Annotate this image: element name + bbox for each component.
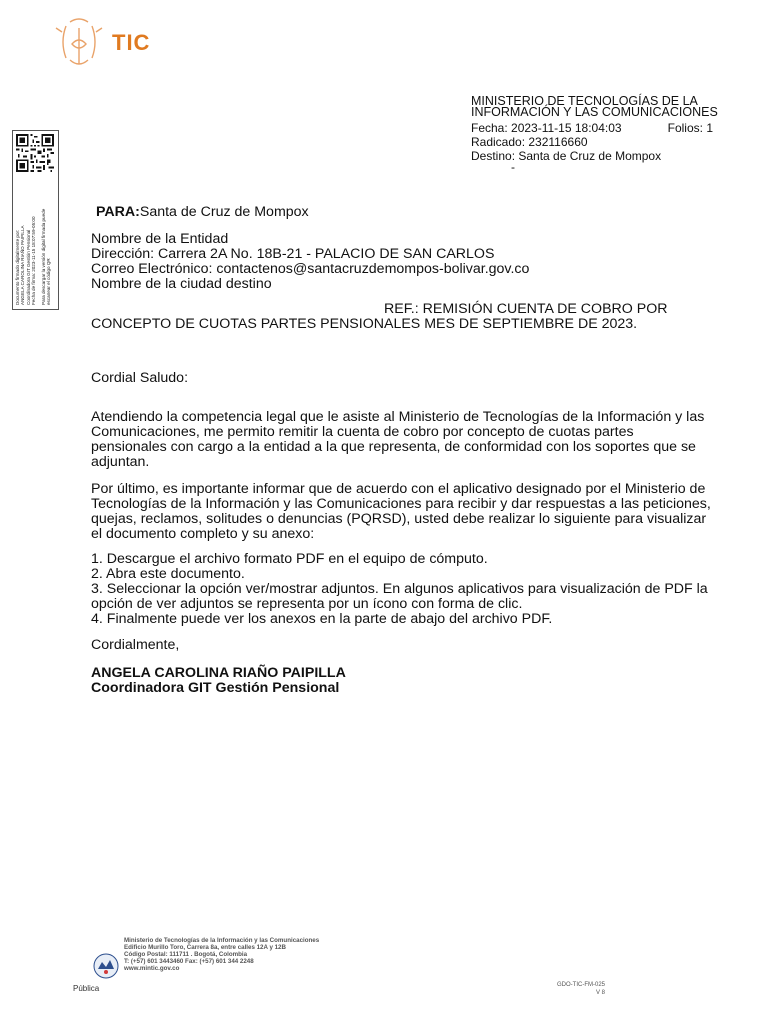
stamp-line: Documento firmado digitalmente por:: [15, 229, 20, 305]
footer-line: Ministerio de Tecnologías de la Información y las Comunicaciones: [124, 937, 320, 944]
radicado-header: [471, 94, 761, 174]
stamp-line: Coordinadora GIT Gestión Pensional: [25, 229, 31, 305]
footer-line: T: (+57) 601 3443460 Fax: (+57) 601 344 2248: [124, 958, 254, 965]
radicado-text: Radicado: 232116660: [471, 135, 588, 149]
stamp-line: Para descargar la versión digital firmada puede: [40, 208, 46, 305]
step-item: 1. Descargue el archivo formato PDF en el equipo de cómputo.: [91, 551, 488, 567]
footer-address: [124, 937, 319, 972]
paragraph-line: Comunicaciones, me permito remitir la cuenta de cobro por concepto de cuotas partes: [91, 424, 634, 440]
address: Dirección: Carrera 2A No. 18B-21 - PALACIO DE SAN CARLOS: [91, 246, 495, 262]
steps-list: [91, 552, 721, 627]
ref-line-2: CONCEPTO DE CUOTAS PARTES PENSIONALES MES DE SEPTIEMBRE DE 2023.: [91, 316, 638, 332]
closing: Cordialmente,: [91, 637, 180, 653]
ministry-title-line-1: MINISTERIO DE TECNOLOGÍAS DE LA: [471, 94, 698, 108]
signer-name: ANGELA CAROLINA RIAÑO PAIPILLA: [91, 665, 346, 681]
ministry-title-line-2: INFORMACIÓN Y LAS COMUNICACIONES: [471, 105, 718, 119]
paragraph-line: quejas, reclamos, solitudes o denuncias (PQRSD), usted debe realizar lo siguiente para visualizar: [91, 511, 707, 527]
signer-block: [91, 666, 721, 696]
paragraph-line: adjuntan.: [91, 454, 150, 470]
footer-line: Edificio Murillo Toro, Carrera 8a, entre calles 12A y 12B: [124, 944, 286, 951]
reference-block: [91, 302, 721, 332]
stamp-line: Fecha de firma: 2023-11-15 18:07:59-05:00: [31, 216, 37, 305]
paragraph-line: Por último, es importante informar que de acuerdo con el aplicativo designado por el Ministerio de: [91, 481, 706, 497]
ref-line-1: REF.: REMISIÓN CUENTA DE COBRO POR: [384, 301, 668, 317]
form-version: V 8: [595, 990, 605, 996]
step-item: 2. Abra este documento.: [91, 566, 245, 582]
recipient-block: [91, 232, 721, 292]
footer-line: www.mintic.gov.co: [124, 965, 180, 972]
stamp-vertical-text: [15, 177, 51, 305]
paragraph-line: pensionales con cargo a la entidad a la que representa, de conformidad con los soportes que se: [91, 439, 696, 455]
paragraph-line: el documento completo y su anexo:: [91, 526, 315, 542]
fecha-text: Fecha: 2023-11-15 18:04:03: [471, 121, 622, 135]
paragraph-line: Tecnologías de la Información y las Comunicaciones para recibir y dar respuestas a las peticiones,: [91, 496, 711, 512]
signature-stamp: [12, 130, 59, 310]
footer-line: Código Postal: 111711 . Bogotá, Colombia: [124, 951, 248, 958]
form-code: [553, 981, 605, 997]
step-item: 4. Finalmente puede ver los anexos en la parte de abajo del archivo PDF.: [91, 611, 553, 627]
signer-role: Coordinadora GIT Gestión Pensional: [91, 680, 340, 696]
greeting: Cordial Saludo:: [91, 370, 189, 386]
stamp-line: ANGELA CAROLINA RIAÑO PAIPILLA: [20, 225, 26, 305]
qr-code-icon[interactable]: [16, 134, 54, 172]
step-item: opción de ver adjuntos se representa por un ícono con forma de clic.: [91, 596, 523, 612]
logo-text: TIC: [112, 30, 151, 55]
para-label: PARA:: [96, 204, 140, 220]
stamp-text-block: [15, 177, 56, 305]
destino-text: Destino: Santa de Cruz de Mompox: [471, 149, 662, 163]
para-line: [96, 204, 309, 220]
para-value: Santa de Cruz de Mompox: [139, 204, 309, 220]
paragraph-2: [91, 482, 721, 542]
header-dash: -: [511, 160, 515, 174]
destination-city: Nombre de la ciudad destino: [91, 276, 272, 292]
classification-label: Pública: [73, 984, 100, 993]
email: Correo Electrónico: contactenos@santacruzdemompos-bolivar.gov.co: [91, 261, 530, 277]
folios-text: Folios: 1: [667, 121, 713, 135]
paragraph-1: [91, 410, 721, 470]
step-item: 3. Seleccionar la opción ver/mostrar adjuntos. En algunos aplicativos para visualización de PDF la: [91, 581, 708, 597]
footer-emblem-icon: [93, 953, 119, 979]
entity-name: Nombre de la Entidad: [91, 231, 229, 247]
stamp-line: escanear el código QR: [46, 258, 52, 305]
form-code-text: GDO-TIC-FM-025: [557, 982, 605, 988]
fecha-folios-row: [471, 121, 713, 135]
paragraph-line: Atendiendo la competencia legal que le asiste al Ministerio de Tecnologías de la Información y las: [91, 409, 705, 425]
